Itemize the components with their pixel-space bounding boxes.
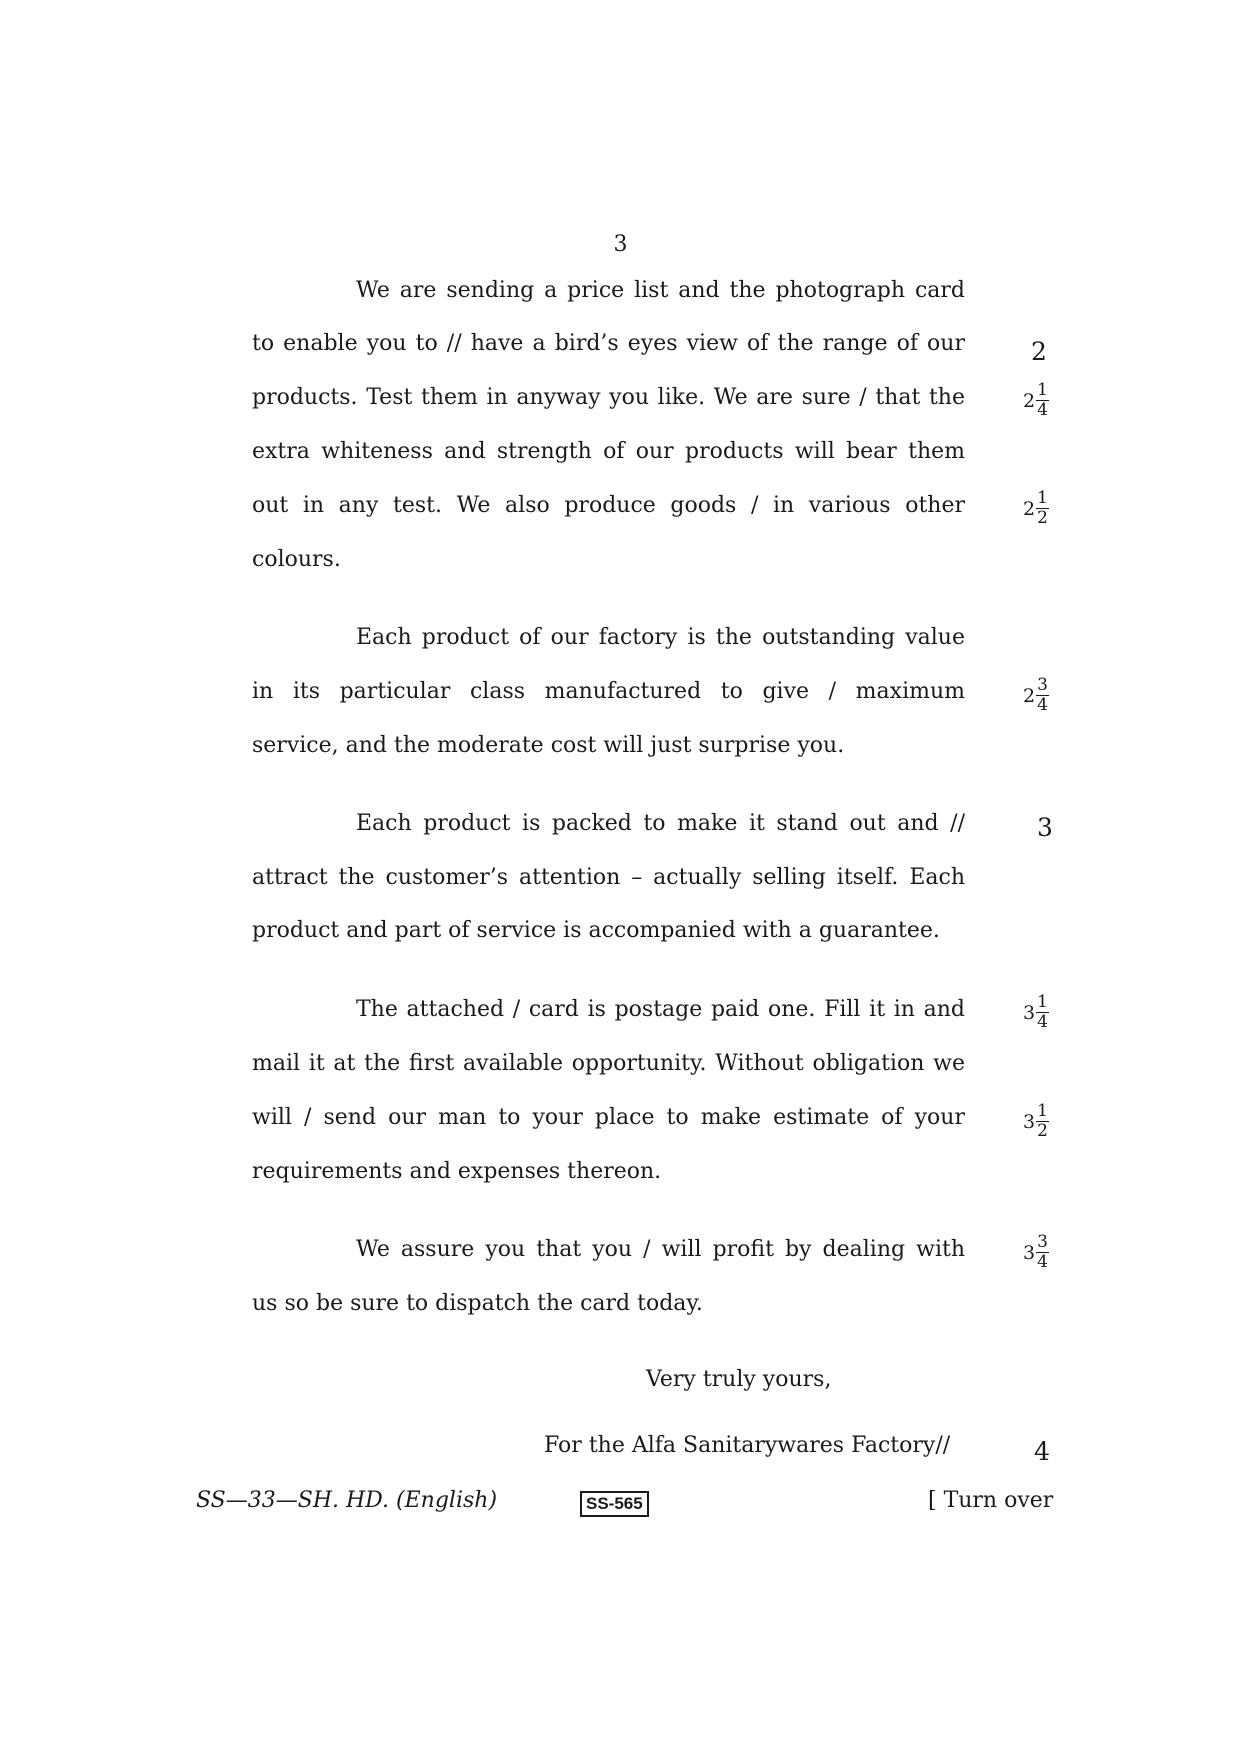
footer-paper-code: SS—33—SH. HD. (English) [196,1488,498,1513]
text-line: out in any test. We also produce goods / in various other [252,493,965,518]
text-line: to enable you to // have a bird’s eyes view of the range of our [252,331,965,356]
fraction: $\frac{3}{4}$ [1037,675,1048,715]
text-line: products. Test them in anyway you like. We are sure / that the [252,385,965,410]
text-line: Each product of our factory is the outstanding value [356,625,965,650]
fraction: $\frac{1}{2}$ [1037,1101,1048,1141]
text-line: The attached / card is postage paid one. Fill it in and [356,997,965,1022]
page-number: 3 [613,232,628,257]
margin-mark: 2 $\frac{3}{4}$ [1023,675,1048,715]
footer-turn-over: [ Turn over [928,1488,1054,1513]
margin-mark: 3 [1037,813,1053,842]
margin-mark: 3 $\frac{3}{4}$ [1023,1232,1048,1272]
margin-mark: 2 $\frac{1}{2}$ [1023,488,1048,528]
margin-mark: 2 $\frac{1}{4}$ [1023,380,1048,420]
text-line: Each product is packed to make it stand out and // [356,811,965,836]
text-line: extra whiteness and strength of our products will bear them [252,439,965,464]
text-line: product and part of service is accompanied with a guarantee. [252,918,940,943]
fraction: $\frac{1}{2}$ [1037,488,1048,528]
text-line: We assure you that you / will profit by dealing with [356,1237,965,1262]
text-line: attract the customer’s attention – actually selling itself. Each [252,865,965,890]
text-line: mail it at the first available opportunity. Without obligation we [252,1051,965,1076]
text-line: colours. [252,547,341,572]
margin-mark: 4 [1034,1437,1050,1466]
margin-mark: 2 [1031,337,1047,366]
fraction: $\frac{1}{4}$ [1037,380,1048,420]
text-line: us so be sure to dispatch the card today. [252,1291,703,1316]
footer-series-box: SS-565 [580,1491,649,1517]
closing-salutation: Very truly yours, [646,1367,832,1392]
text-line: will / send our man to your place to make estimate of your [252,1105,965,1130]
closing-signature: For the Alfa Sanitarywares Factory// [544,1433,951,1458]
margin-mark: 3 $\frac{1}{2}$ [1023,1101,1048,1141]
text-line: in its particular class manufactured to give / maximum [252,679,965,704]
text-line: We are sending a price list and the photograph card [356,278,965,303]
text-line: service, and the moderate cost will just surprise you. [252,733,845,758]
fraction: $\frac{1}{4}$ [1037,992,1048,1032]
text-line: requirements and expenses thereon. [252,1159,662,1184]
fraction: $\frac{3}{4}$ [1037,1232,1048,1272]
margin-mark: 3 $\frac{1}{4}$ [1023,992,1048,1032]
